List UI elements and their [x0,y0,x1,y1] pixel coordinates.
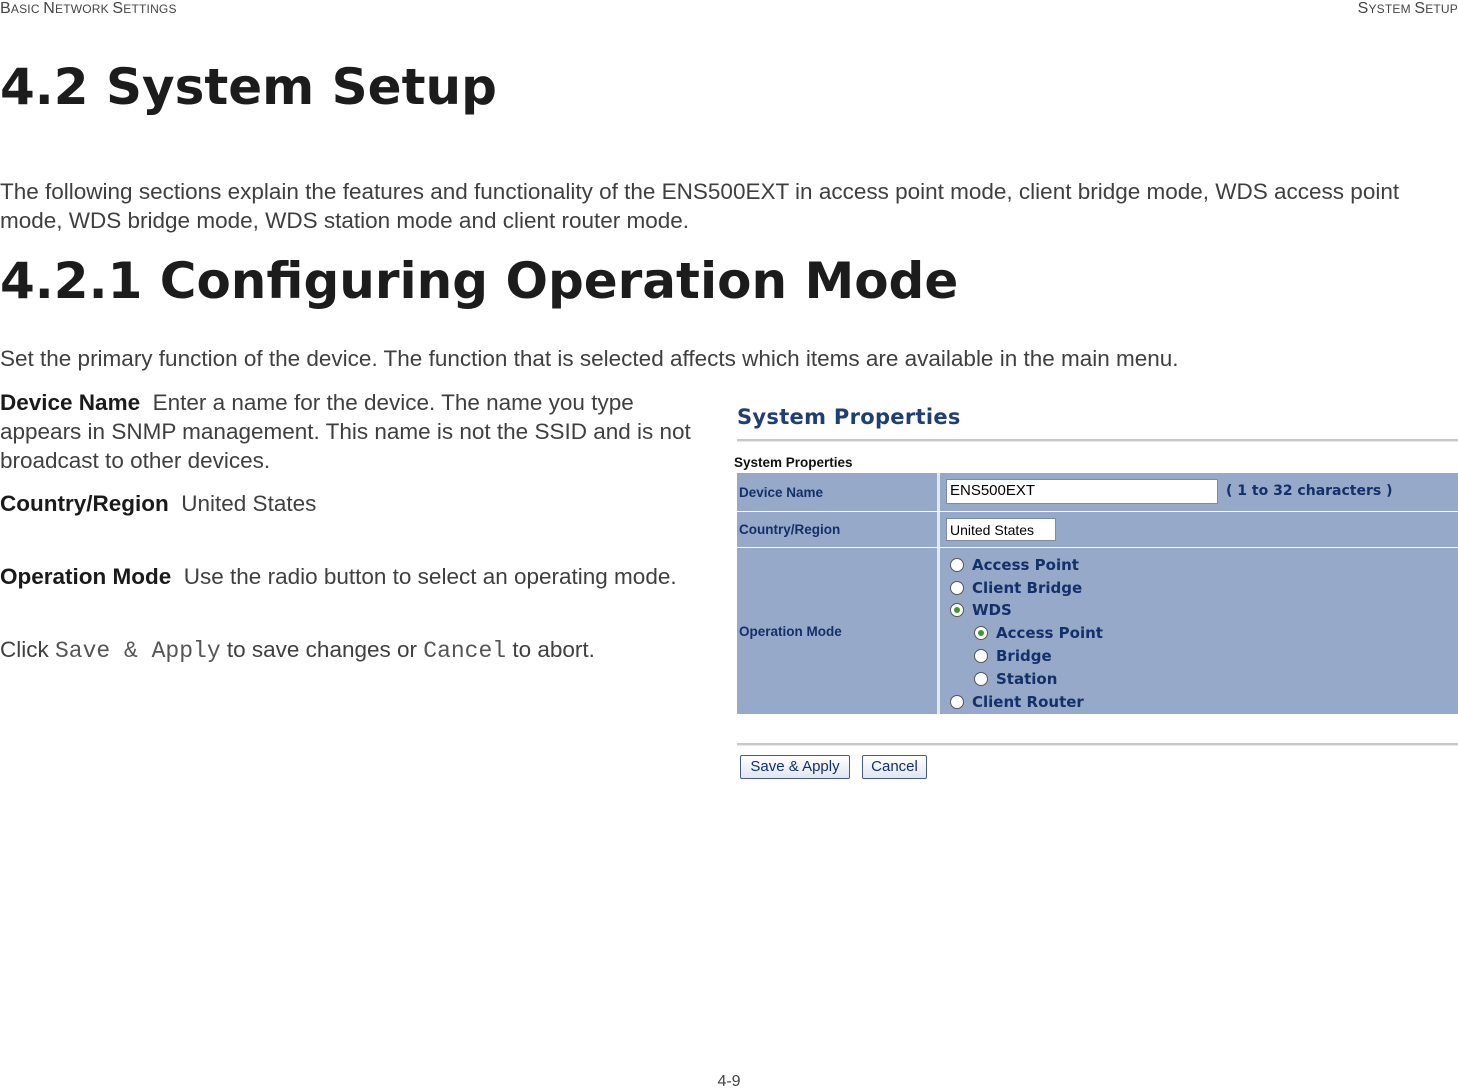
country-cell [940,512,1458,547]
device-name-text: Enter a name for the device. The name you type appears in SNMP management. This name is not the SSID and is not broadcast to other devices. [0,390,691,473]
intro-paragraph: The following sections explain the features and functionality of the ENS500EXT in access point mode, client bridge mode, WDS access point mode, WDS bridge mode, WDS station mode and client router mode. [0,179,1400,233]
wds-access-point-option[interactable] [974,624,1103,642]
mode-wds-label: WDS [972,601,1012,619]
mode-access-point-option[interactable] [950,556,1079,574]
section-title: 4.2 System Setup [0,58,497,116]
table-caption: System Properties [734,455,853,470]
operation-mode-cell [940,548,1458,714]
click-instruction [0,635,712,666]
device-name-input[interactable]: ENS500EXT [946,479,1218,504]
header-chapter-part: ETTINGS [123,2,177,16]
cancel-button[interactable]: Cancel [862,755,927,779]
panel-divider [737,743,1458,746]
click-text-pre: Click [0,637,55,662]
header-chapter-part: ETWORK [54,2,113,16]
wds-station-label: Station [996,670,1058,688]
operation-mode-label: Operation Mode [737,548,937,714]
device-name-label: Device Name [737,473,937,511]
header-section [1358,0,1458,18]
device-name-term: Device Name [0,390,141,415]
header-chapter-cap: B [0,0,11,17]
header-chapter-part: ASIC [10,2,44,16]
operation-mode-text: Use the radio button to select an operating mode. [183,564,677,589]
mode-client-router-label: Client Router [972,693,1084,711]
wds-station-option[interactable] [974,670,1057,688]
country-label: Country/Region [737,512,937,547]
click-text-post: to abort. [506,637,595,662]
header-section-part: YSTEM [1368,2,1415,16]
click-text-mid: to save changes or [220,637,424,662]
operation-mode-description [0,562,690,591]
operation-mode-row [737,548,1458,714]
subsection-title: 4.2.1 Configuring Operation Mode [0,252,959,310]
country-term: Country/Region [0,491,169,516]
system-properties-panel [732,400,1458,790]
radio-button-icon[interactable] [950,581,964,595]
mode-access-point-label: Access Point [972,556,1079,574]
country-text: United States [181,491,317,516]
country-field[interactable]: United States [946,518,1056,541]
wds-bridge-label: Bridge [996,647,1052,665]
cancel-code: Cancel [423,638,507,664]
device-name-hint: ( 1 to 32 characters ) [1226,483,1393,499]
panel-title: System Properties [737,405,961,429]
country-description [0,489,712,518]
country-row [737,512,1458,547]
panel-divider [737,439,1458,442]
radio-button-icon[interactable] [974,626,988,640]
mode-wds-option[interactable] [950,601,1012,619]
mode-client-bridge-label: Client Bridge [972,579,1083,597]
mode-client-router-option[interactable] [950,693,1084,711]
running-header [0,0,1458,20]
header-chapter [0,0,177,18]
header-chapter-cap: N [43,0,55,17]
device-name-cell [940,473,1458,511]
save-apply-code: Save & Apply [55,638,221,664]
save-apply-button[interactable]: Save & Apply [740,755,850,779]
header-section-cap: S [1414,0,1426,17]
header-chapter-cap: S [112,0,124,17]
wds-bridge-option[interactable] [974,647,1052,665]
device-name-description [0,388,712,475]
radio-button-icon[interactable] [950,695,964,709]
header-section-part: ETUP [1425,2,1458,16]
radio-button-icon[interactable] [974,649,988,663]
operation-mode-term: Operation Mode [0,564,172,589]
purpose-paragraph: Set the primary function of the device. The function that is selected affects which items are available in the main menu. [0,346,1179,371]
radio-button-icon[interactable] [950,558,964,572]
wds-access-point-label: Access Point [996,624,1103,642]
header-section-cap: S [1357,0,1369,17]
page-number: 4-9 [717,1073,741,1090]
radio-button-icon[interactable] [974,672,988,686]
radio-button-icon[interactable] [950,603,964,617]
mode-client-bridge-option[interactable] [950,579,1082,597]
device-name-row [737,473,1458,511]
